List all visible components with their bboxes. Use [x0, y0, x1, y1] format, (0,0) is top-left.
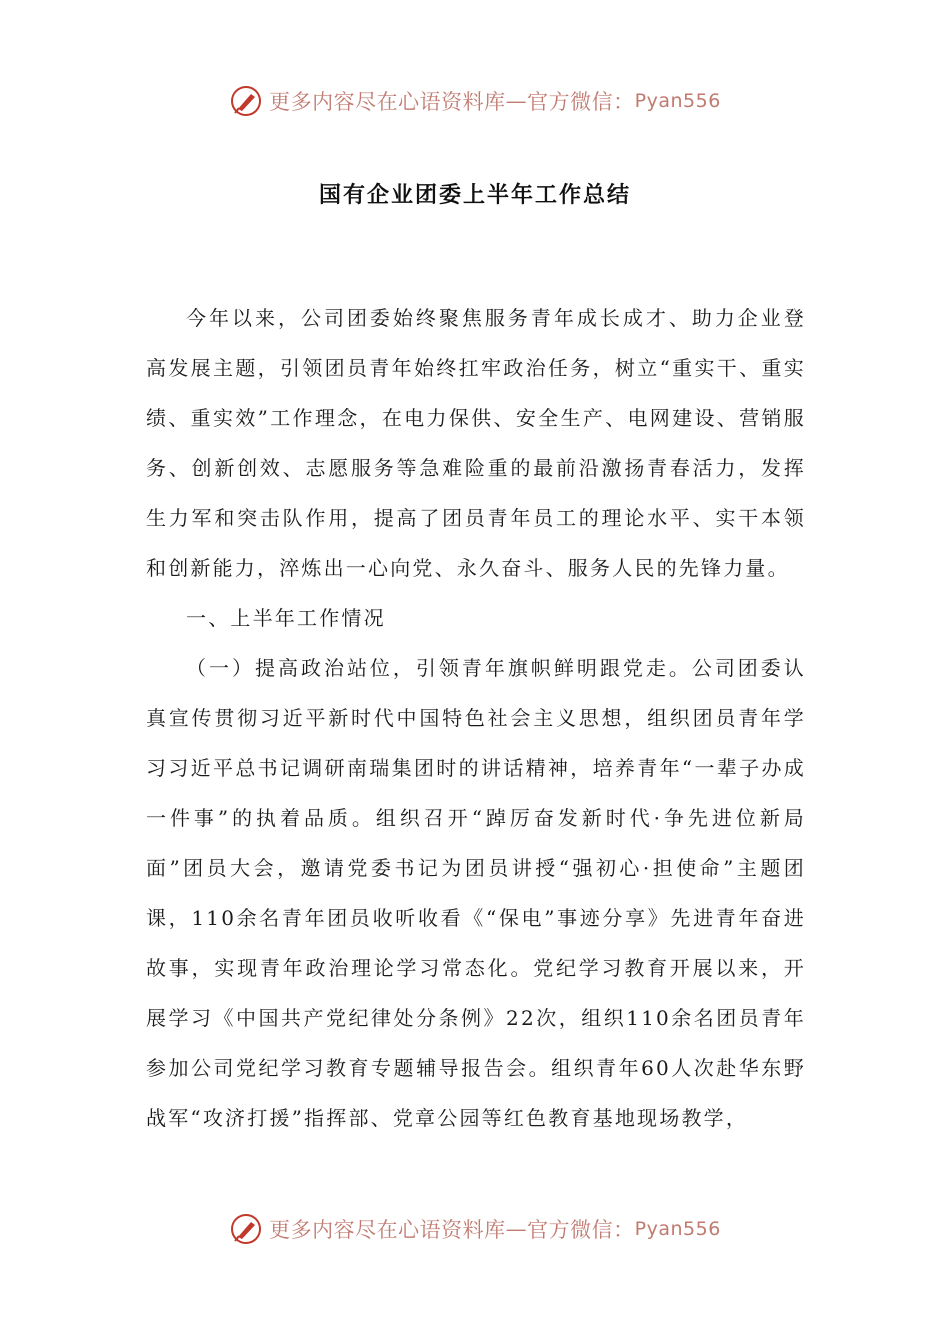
pen-logo-icon — [229, 1212, 263, 1246]
watermark-text: 更多内容尽在心语资料库 — [269, 90, 506, 114]
watermark-text: 更多内容尽在心语资料库 — [269, 1218, 506, 1242]
document-title: 国有企业团委上半年工作总结 — [318, 183, 631, 208]
pen-logo-icon — [229, 84, 263, 118]
paragraph-section-1: （一）提高政治站位，引领青年旗帜鲜明跟党走。公司团委认真宣传贯彻习近平新时代中国特色社会主义思想，组织团员青年学习习近平总书记调研南瑞集团时的讲话精神，培养青年“一辈子办成一件事”的执着品质。组织召开“踔厉奋发新时代·争先进位新局面”团员大会，邀请党委书记为团员讲授“强初心·担使命”主题团课，110余名青年团员收听收看《“保电”事迹分享》先进青年奋进故事，实现青年政治理论学习常态化。党纪学习教育开展以来，开展学习《中国共产党纪律处分条例》22次，组织110余名团员青年参加公司党纪学习教育专题辅导报告会。组织青年60人次赴华东野战军“攻济打援”指挥部、党章公园等红色教育基地现场教学， — [146, 656, 806, 1130]
watermark-wechat-id: Pyan556 — [634, 1218, 721, 1240]
watermark-dash: — — [505, 1217, 528, 1241]
watermark-wechat-label: 官方微信： — [527, 1218, 635, 1242]
document-body — [146, 293, 806, 1143]
paragraph-intro: 今年以来，公司团委始终聚焦服务青年成长成才、助力企业登高发展主题，引领团员青年始终扛牢政治任务，树立“重实干、重实绩、重实效”工作理念，在电力保供、安全生产、电网建设、营销服务、创新创效、志愿服务等急难险重的最前沿激扬青春活力，发挥生力军和突击队作用，提高了团员青年员工的理论水平、实干本领和创新能力，淬炼出一心向党、永久奋斗、服务人民的先锋力量。 — [146, 306, 806, 580]
section-heading: 一、上半年工作情况 — [186, 606, 386, 630]
watermark-footer — [0, 1212, 950, 1246]
watermark-header — [0, 84, 950, 118]
watermark-wechat-id: Pyan556 — [634, 90, 721, 112]
watermark-dash: — — [505, 89, 528, 113]
watermark-wechat-label: 官方微信： — [527, 90, 635, 114]
